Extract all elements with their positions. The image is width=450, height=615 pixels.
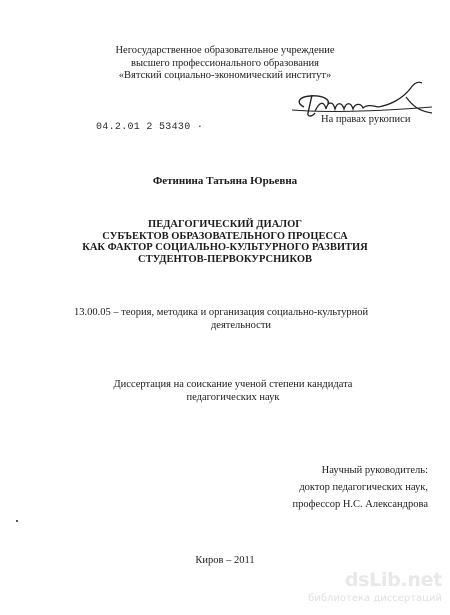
- dissertation-title: [0, 219, 450, 265]
- supervisor-block: [248, 462, 428, 513]
- scan-speck: [16, 520, 18, 522]
- degree-line: Диссертация на соискание ученой степени кандидата: [113, 379, 353, 390]
- institution-line: высшего профессионального образования: [131, 57, 319, 69]
- degree-line: педагогических наук: [186, 392, 280, 403]
- city-year: Киров – 2011: [195, 555, 255, 566]
- watermark-main: dsLib.net: [344, 569, 442, 591]
- watermark-logo[interactable]: [308, 569, 446, 611]
- supervisor-line: доктор педагогических наук,: [299, 482, 428, 493]
- author-name: Фетинина Татьяна Юрьевна: [152, 175, 298, 187]
- registration-number: 04.2.01 2 53430 ·: [96, 122, 204, 133]
- supervisor-line: Научный руководитель:: [321, 465, 428, 476]
- manuscript-rights: На правах рукописи: [321, 114, 411, 125]
- institution-line: Негосударственное образовательное учреждение: [115, 45, 335, 56]
- specialty: [74, 306, 414, 332]
- degree-statement: [68, 378, 398, 404]
- watermark-tagline: библиотека диссертаций: [308, 593, 442, 604]
- supervisor-line: профессор Н.С. Александрова: [292, 499, 428, 510]
- title-line: СТУДЕНТОВ-ПЕРВОКУРСНИКОВ: [137, 253, 312, 265]
- specialty-line: деятельности: [210, 320, 272, 331]
- institution-line: «Вятский социально-экономический институт»: [118, 70, 332, 81]
- title-line: КАК ФАКТОР СОЦИАЛЬНО-КУЛЬТУРНОГО РАЗВИТИЯ: [82, 242, 368, 253]
- title-line: ПЕДАГОГИЧЕСКИЙ ДИАЛОГ: [148, 219, 302, 230]
- title-line: СУБЪЕКТОВ ОБРАЗОВАТЕЛЬНОГО ПРОЦЕССА: [102, 230, 348, 242]
- specialty-line: 13.00.05 – теория, методика и организация социально-культурной: [74, 307, 369, 318]
